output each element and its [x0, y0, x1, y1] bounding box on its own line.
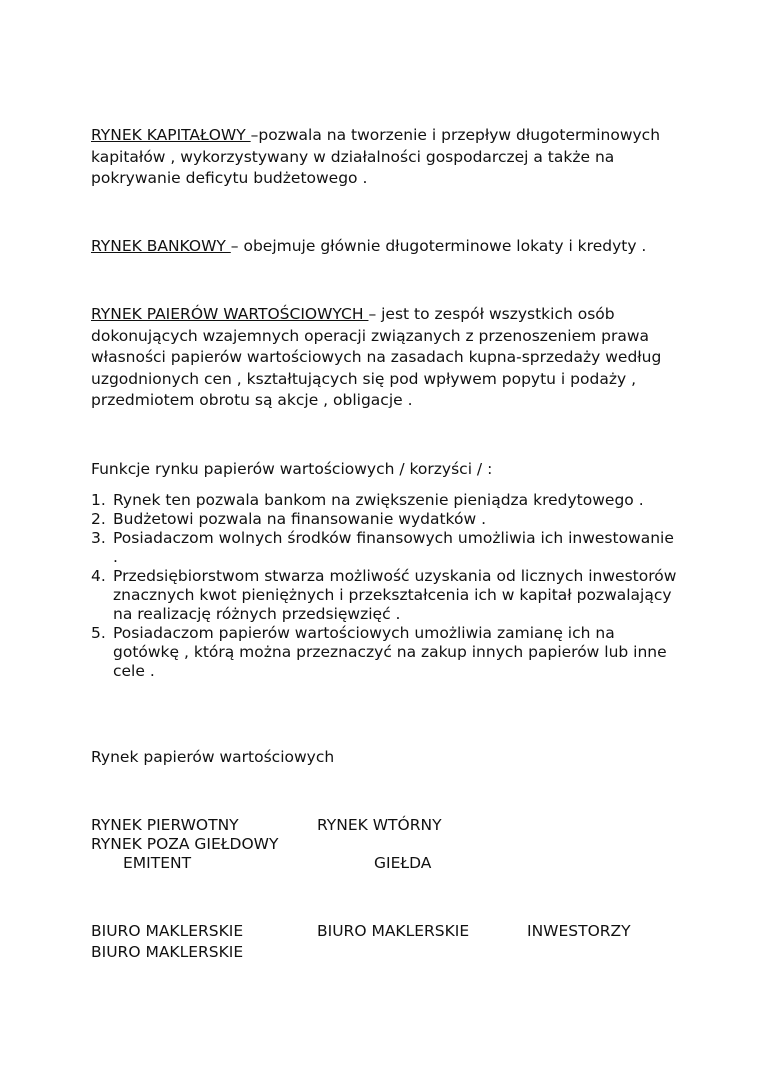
term-rynek-papierow: RYNEK PAIERÓW WARTOŚCIOWYCH: [91, 305, 369, 323]
label-emitent: EMITENT: [123, 854, 192, 872]
definition-rynek-bankowy: – obejmuje głównie długoterminowe lokaty i kredyty .: [230, 237, 647, 255]
label-biuro-maklerskie-3: BIURO MAKLERSKIE: [91, 943, 244, 961]
paragraph-rynek-kapitalowy: [91, 125, 691, 190]
list-item-text: Posiadaczom papierów wartościowych umożliwia zamianę ich na gotówkę , którą można przeznaczyć na zakup innych papierów lub inne cele .: [113, 624, 667, 680]
list-item-number: 5.: [91, 624, 106, 642]
term-rynek-kapitalowy: RYNEK KAPITAŁOWY: [91, 126, 251, 144]
label-rynek-pierwotny: RYNEK PIERWOTNY: [91, 816, 239, 834]
list-item-number: 1.: [91, 491, 106, 509]
paragraph-rynek-papierow: [91, 304, 691, 412]
list-item: [91, 567, 681, 624]
label-rynek-poza-gieldowy: RYNEK POZA GIEŁDOWY: [91, 835, 279, 853]
diagram-title: Rynek papierów wartościowych: [91, 748, 335, 766]
list-item-text: Posiadaczom wolnych środków finansowych umożliwia ich inwestowanie .: [113, 529, 674, 566]
list-item-text: Rynek ten pozwala bankom na zwiększenie pieniądza kredytowego .: [113, 491, 644, 509]
definition-rynek-kapitalowy: –pozwala na tworzenie i przepływ długoterminowych kapitałów , wykorzystywany w działalności gospodarczej a także na pokrywanie deficytu budżetowego .: [91, 126, 661, 187]
list-item: [91, 510, 681, 529]
label-inwestorzy: INWESTORZY: [527, 922, 631, 940]
list-item-text: Budżetowi pozwala na finansowanie wydatków .: [113, 510, 486, 528]
list-item-number: 2.: [91, 510, 106, 528]
term-rynek-bankowy: RYNEK BANKOWY: [91, 237, 231, 255]
functions-list: [91, 491, 681, 681]
functions-heading: Funkcje rynku papierów wartościowych / korzyści / :: [91, 460, 493, 478]
list-item: [91, 529, 681, 567]
list-item: [91, 624, 681, 681]
list-item: [91, 491, 681, 510]
list-item-text: Przedsiębiorstwom stwarza możliwość uzyskania od licznych inwestorów znacznych kwot pieniężnych i przekształcenia ich w kapitał pozwalający na realizację różnych przedsięwzięć .: [113, 567, 677, 623]
label-biuro-maklerskie-1: BIURO MAKLERSKIE: [91, 922, 244, 940]
label-gielda: GIEŁDA: [374, 854, 432, 872]
list-item-number: 3.: [91, 529, 106, 547]
list-item-number: 4.: [91, 567, 106, 585]
label-rynek-wtorny: RYNEK WTÓRNY: [317, 816, 442, 834]
label-biuro-maklerskie-2: BIURO MAKLERSKIE: [317, 922, 470, 940]
definition-rynek-papierow: – jest to zespół wszystkich osób dokonujących wzajemnych operacji związanych z przenoszeniem prawa własności papierów wartościowych na zasadach kupna-sprzedaży według uzgodnionych cen , kształtujących się pod wpływem popytu i podaży , przedmiotem obrotu są akcje , obligacje .: [91, 305, 662, 409]
paragraph-rynek-bankowy: [91, 236, 691, 258]
